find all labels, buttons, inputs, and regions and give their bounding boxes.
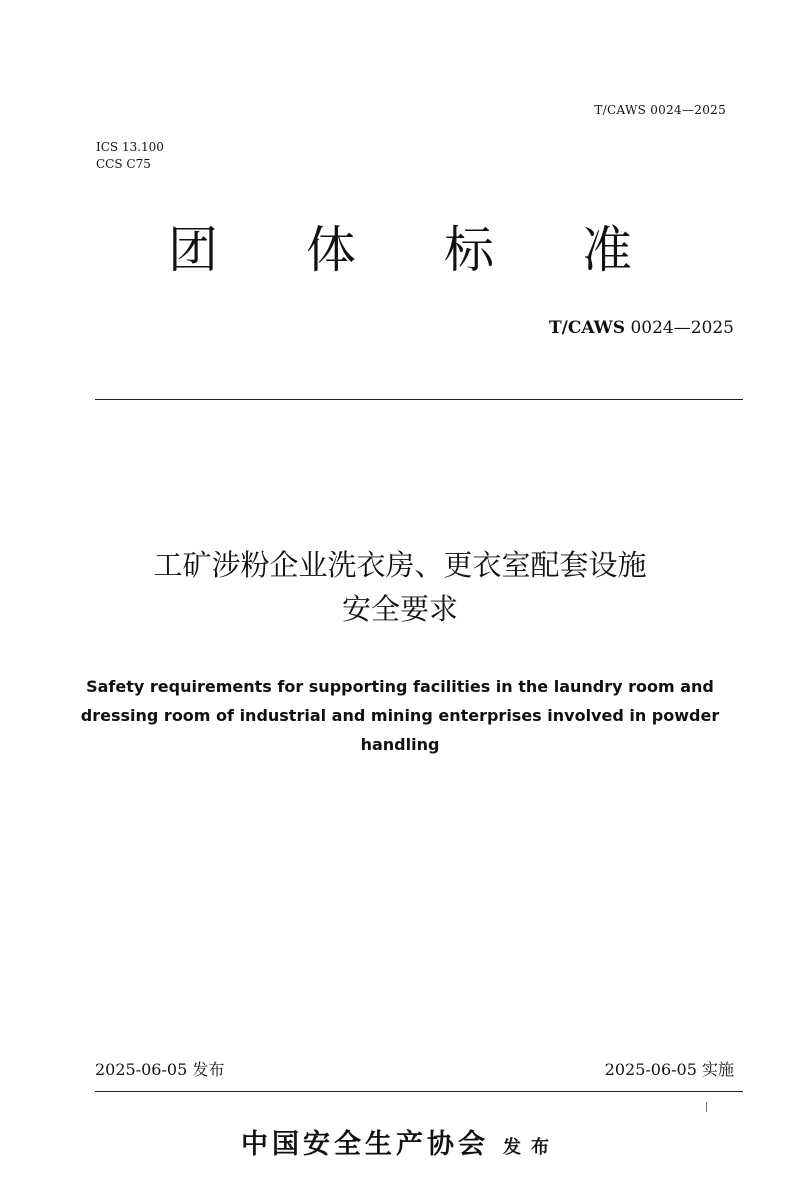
top-divider [95, 399, 743, 400]
tick-mark [706, 1102, 707, 1112]
english-title-line-1: Safety requirements for supporting facilities in the laundry room and [86, 677, 714, 696]
standard-number-rest: 0024—2025 [625, 318, 734, 338]
issuer-line [0, 1122, 800, 1161]
ics-code: ICS 13.100 [96, 140, 164, 154]
bottom-divider [95, 1091, 743, 1092]
ccs-code: CCS C75 [96, 157, 151, 171]
issuer-name: 中国安全生产协会 [241, 1129, 489, 1160]
issuer-suffix: 发布 [503, 1137, 559, 1158]
standard-number [549, 318, 734, 338]
english-title [80, 672, 720, 759]
english-title-line-3: handling [360, 735, 440, 754]
header-standard-code: T/CAWS 0024—2025 [594, 103, 726, 117]
english-title-line-2: dressing room of industrial and mining enterprises involved in powder [80, 706, 720, 725]
chinese-title [0, 543, 800, 631]
standard-type-title: 团体标准 [168, 221, 720, 279]
chinese-title-line-1: 工矿涉粉企业洗衣房、更衣室配套设施 [153, 548, 647, 582]
publish-date: 2025-06-05 发布 [95, 1060, 225, 1079]
standard-number-prefix: T/CAWS [548, 318, 626, 338]
implementation-date: 2025-06-05 实施 [604, 1060, 734, 1079]
classification-block [96, 139, 164, 173]
chinese-title-line-2: 安全要求 [341, 592, 458, 626]
